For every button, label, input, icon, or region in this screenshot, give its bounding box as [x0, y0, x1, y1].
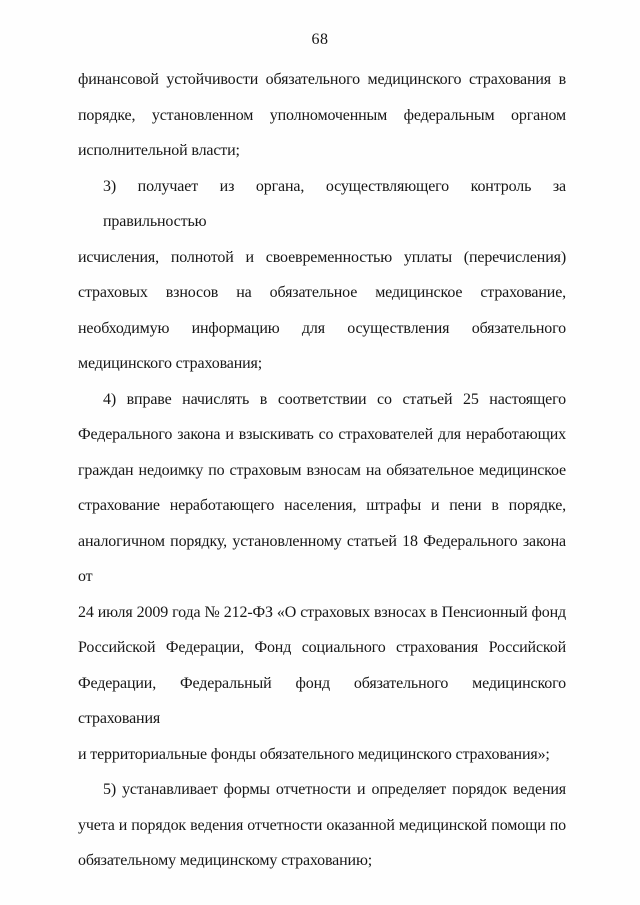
- paragraph: [78, 62, 566, 169]
- text-line: Федерации, Федеральный фонд обязательного медицинского страхования: [78, 674, 566, 727]
- text-line: медицинского страхования;: [78, 355, 263, 372]
- text-line: 4) вправе начислять в соответствии со статьей 25 настоящего: [103, 390, 566, 408]
- text-line: 3) получает из органа, осуществляющего контроль за правильностью: [103, 177, 566, 230]
- paragraph: [78, 169, 566, 382]
- text-line: страховых взносов на обязательное медицинское страхование,: [78, 284, 566, 301]
- text-line: Российской Федерации, Фонд социального страхования Российской: [78, 639, 566, 656]
- text-line: обязательному медицинскому страхованию;: [78, 852, 373, 869]
- paragraph: [78, 772, 566, 879]
- text-line: страхование неработающего населения, штрафы и пени в порядке,: [78, 497, 566, 514]
- text-line: аналогичном порядку, установленному статьей 18 Федерального закона от: [78, 532, 566, 585]
- text-line: граждан недоимку по страховым взносам на обязательное медицинское: [78, 461, 566, 479]
- paragraph: [78, 382, 566, 773]
- text-line: необходимую информацию для осуществления обязательного: [78, 319, 566, 337]
- text-line: исполнительной власти;: [78, 142, 240, 159]
- text-line: 5) устанавливает формы отчетности и определяет порядок ведения: [103, 781, 566, 798]
- page-number: 68: [311, 31, 329, 48]
- text-line: и территориальные фонды обязательного медицинского страхования»;: [78, 745, 550, 763]
- document-body: [78, 62, 566, 879]
- text-line: учета и порядок ведения отчетности оказанной медицинской помощи по: [78, 816, 566, 834]
- text-line: 24 июля 2009 года № 212-ФЗ «О страховых взносах в Пенсионный фонд: [78, 603, 566, 621]
- text-line: исчисления, полнотой и своевременностью уплаты (перечисления): [78, 248, 566, 266]
- text-line: порядке, установленном уполномоченным федеральным органом: [78, 106, 566, 124]
- text-line: Федерального закона и взыскивать со страхователей для неработающих: [78, 426, 566, 443]
- text-line: финансовой устойчивости обязательного медицинского страхования в: [78, 71, 566, 88]
